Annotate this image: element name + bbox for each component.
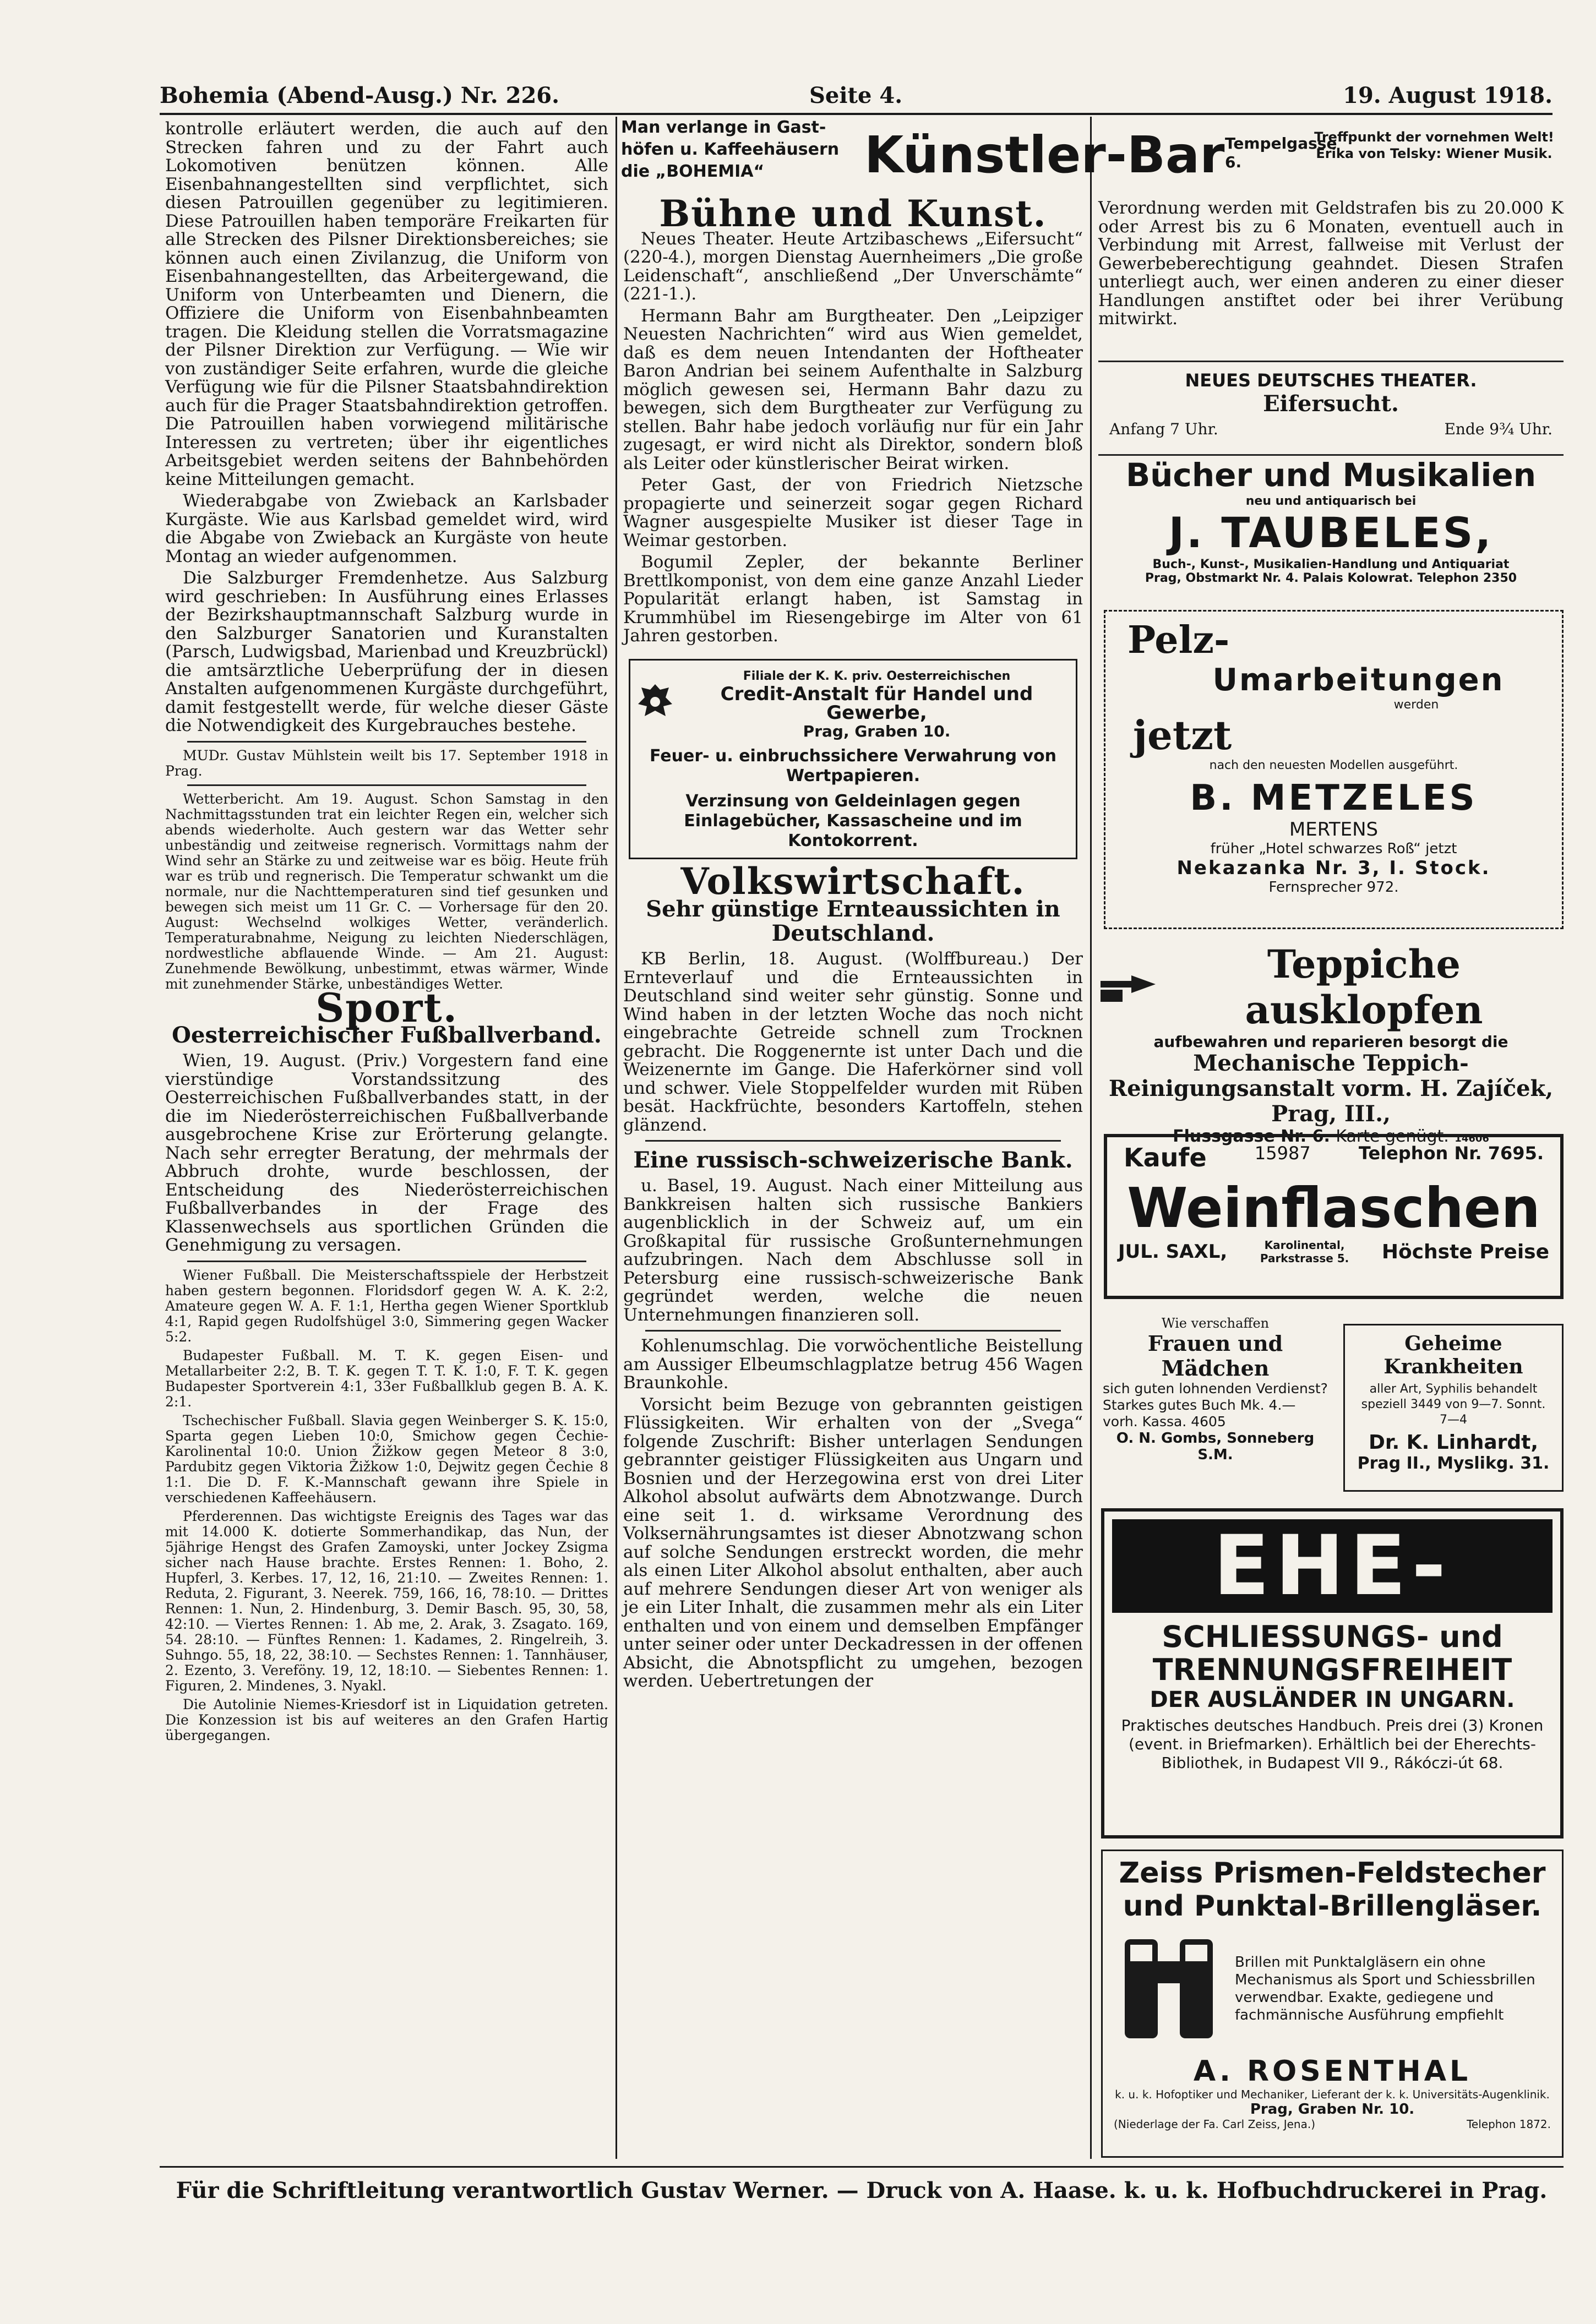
ehe-line-3: TRENNUNGSFREIHEIT [1152, 1652, 1512, 1687]
article-tschechischer-fussball: Tschechischer Fußball. Slavia gegen Weinberger S. K. 15:0, Sparta gegen Lieben 10:0, Smichow gegen Čechie-Karolinental 10:0. Union Žižkow gegen Meteor 8 3:0, Pardubitz gegen Viktoria Žižkow 1:0, Dejwitz gegen Čechie 8 1:1. Die D. F. K.-Mannschaft gewann ihre Spiele in verschiedenen Kaffeehäusern. [165, 1412, 608, 1505]
frauen-line-1: Wie verschaffen [1161, 1316, 1270, 1331]
section-title-volkswirtschaft: Volkswirtschaft. [680, 859, 1026, 903]
ad-frauen-maedchen [1098, 1316, 1332, 1492]
pelz-line-4: jetzt [1133, 712, 1232, 759]
pelz-line-6: B. METZELES [1190, 778, 1478, 819]
ehe-line-4: DER AUSLÄNDER IN UNGARN. [1150, 1687, 1515, 1712]
bank-ad-line-5: Verzinsung von Geldeinlagen gegen Einlagebücher, Kassascheine und im Kontokorrent. [684, 791, 1022, 850]
taubeles-line-3: J. TAUBELES, [1168, 508, 1494, 557]
krankheiten-line-4: Prag II., Myslikg. 31. [1357, 1454, 1550, 1473]
article-neues-theater: Neues Theater. Heute Artzibaschews „Eifersucht“ (220-4.), morgen Dienstag Auernheimers „Die große Leidenschaft“, anschließend „Der Unverschämte“ (221-1.). [623, 228, 1083, 304]
zeiss-line-7: (Niederlage der Fa. Carl Zeiss, Jena.) [1114, 2118, 1316, 2131]
ad-pelz-metzeles [1104, 610, 1564, 929]
zeiss-line-1: Zeiss Prismen-Feldstecher [1119, 1857, 1546, 1890]
taubeles-line-2: neu und antiquarisch bei [1245, 494, 1417, 508]
ad-neues-deutsches-theater [1098, 361, 1564, 449]
krankheiten-line-2: aller Art, Syphilis behandelt speziell 3449 von 9—7. Sonnt. 7—4 [1361, 1382, 1546, 1427]
zeiss-line-8: Telephon 1872. [1467, 2118, 1551, 2131]
article-hermann-bahr: Hermann Bahr am Burgtheater. Den „Leipziger Neuesten Nachrichten“ wird aus Wien gemeldet, daß es dem neuen Intendanten der Hoftheater Baron Andrian bei seinem Aufenthalte in Salzburg möglich gewesen sei, Hermann Bahr dazu zu bewegen, sich dem Burgtheater zur Verfügung zu stellen. Bahr habe jedoch vorläufig nur für ein Jahr zugesagt, er wird nicht als Direktor, sondern bloß als Leiter oder künstlerischer Beirat wirken. [623, 305, 1083, 473]
bank-ad-line-3: Prag, Graben 10. [803, 722, 951, 740]
zeiss-line-3: Brillen mit Punktalgläsern ein ohne Mechanismus als Sport und Schiessbrillen verwendbar. Exakte, gediegene und fachmännische Ausführung empfiehlt [1235, 1954, 1535, 2023]
krankheiten-line-1: Geheime Krankheiten [1383, 1332, 1523, 1378]
header-date: 19. August 1918. [1343, 83, 1553, 108]
krankheiten-line-3: Dr. K. Linhardt, [1368, 1431, 1539, 1454]
taubeles-line-1: Bücher und Musikalien [1125, 456, 1537, 494]
header-rule [160, 113, 1553, 115]
headline-fussballverband: Oesterreichischer Fußballverband. [172, 1022, 602, 1048]
bank-ad-line-2: Credit-Anstalt für Handel und Gewerbe, [720, 683, 1033, 724]
ad-weinflaschen [1104, 1134, 1564, 1299]
pelz-line-2: Umarbeitungen [1212, 662, 1505, 698]
teppiche-line-5: Karte genügt. [1336, 1127, 1449, 1146]
divider [187, 784, 586, 786]
article-bogumil-zepler: Bogumil Zepler, der bekannte Berliner Brettlkomponist, von dem eine ganze Anzahl Lieder Popularität erlangt haben, ist Samstag in Krummhübel im Riesengebirge im Alter von 61 Jahren gestorben. [623, 552, 1083, 646]
zeiss-line-2: und Punktal-Brillengläser. [1123, 1890, 1542, 1923]
kuenstler-bar-slogan: Treffpunkt der vornehmen Welt! Erika von Telsky: Wiener Musik. [1314, 129, 1554, 161]
header-page-number: Seite 4. [809, 83, 903, 108]
footer-rule [160, 2166, 1564, 2168]
theater-start: Anfang 7 Uhr. [1109, 420, 1218, 438]
binoculars-icon [1114, 1928, 1224, 2049]
article-kohlenumschlag: Kohlenumschlag. Die vorwöchentliche Beistellung am Aussiger Elbeumschlagplatze betrug 456 Wagen Braunkohle. [623, 1336, 1083, 1393]
ad-teppiche [1098, 941, 1564, 1146]
article-peter-gast: Peter Gast, der von Friedrich Nietzsche propagierte und seinerzeit sogar gegen Richard Wagner ausgespielte Musiker ist dieser Tage in Weimar gestorben. [623, 475, 1083, 550]
teppiche-line-1: Teppiche ausklopfen [1245, 941, 1483, 1033]
wein-line-6: Karolinental, Parkstrasse 5. [1260, 1239, 1349, 1265]
kuenstler-bar-address: Tempelgasse 6. [1225, 134, 1337, 171]
divider [645, 1330, 1061, 1332]
ehe-line-5: Praktisches deutsches Handbuch. Preis drei (3) Kronen (event. in Briefmarken). Erhältlich bei der Eherechts-Bibliothek, in Budapest VII 9., Rákóczi-út 68. [1121, 1716, 1544, 1772]
frauen-line-4: O. N. Gombs, Sonneberg S.M. [1116, 1430, 1315, 1463]
ehe-line-1: EHE- [1112, 1519, 1553, 1613]
kuenstler-bar-title: Künstler-Bar [864, 126, 1225, 184]
wein-line-7: Höchste Preise [1381, 1240, 1549, 1263]
pelz-line-9: Nekazanka Nr. 3, I. Stock. [1176, 857, 1491, 879]
article-wiener-fussball: Wiener Fußball. Die Meisterschaftsspiele der Herbstzeit haben gestern begonnen. Floridsdorf gegen W. A. K. 2:2, Amateure gegen W. A. F. 1:1, Hertha gegen Wiener Sportklub 4:1, Rapid gegen Rudolfshügel 3:0, Simmering gegen Wacker 5:2. [165, 1267, 608, 1345]
taubeles-line-5: Prag, Obstmarkt Nr. 4. Palais Kolowrat. [1145, 571, 1413, 585]
pelz-line-5: nach den neuesten Modellen ausgeführt. [1209, 759, 1458, 772]
teppiche-line-3: Mechanische Teppich-Reinigungsanstalt vorm. H. Zajíček, Prag, III., [1108, 1050, 1554, 1127]
ad-kuenstler-bar [864, 122, 1564, 193]
ehe-line-2: SCHLIESSUNGS- und [1162, 1619, 1503, 1654]
pelz-line-3: werden [1393, 698, 1439, 712]
ad-ehe-schliessung [1101, 1508, 1564, 1839]
taubeles-phone: Telephon 2350 [1417, 571, 1517, 585]
divider [187, 741, 586, 743]
ad-credit-anstalt [629, 659, 1077, 859]
column-3-text [1098, 199, 1564, 332]
column-1 [165, 120, 608, 2157]
headline-russisch-schweizerische-bank: Eine russisch-schweizerische Bank. [633, 1147, 1073, 1173]
page-header [160, 83, 1553, 110]
pelz-line-10: Fernsprecher 972. [1268, 879, 1399, 896]
frauen-line-2: Frauen und Mädchen [1147, 1331, 1283, 1381]
theater-end: Ende 9¾ Uhr. [1444, 420, 1553, 438]
theater-play: Eifersucht. [1263, 391, 1399, 417]
article-vorsicht-fluessigkeiten: Vorsicht beim Bezuge von gebrannten geistigen Flüssigkeiten. Wir erhalten von der „Svega“ folgende Zuschrift: Bisher unterlagen Sendungen gebrannter geistiger Flüssigkeiten aus Ungarn und Bosnien und der Herzegowina erst von drei Liter Alkohol absolut aufwärts dem Abnotzwange. Durch eine seit 1. d. wirksame Verordnung des Volksernährungsamtes ist dieser Abnotzwang schon auf solche Sendungen erstreckt worden, die mehr als einen Liter Alkohol absolut enthalten, aber auch auf mehrere Sendungen dieser Art von weniger als je ein Liter Inhalt, die zusammen mehr als ein Liter enthalten und von einem und demselben Empfänger unter seiner oder unter Deckadressen in der offenen Absicht, die Abnotspflicht zu umgehen, bezogen werden. Uebertretungen der [623, 1394, 1083, 1691]
zeiss-line-5: k. u. k. Hofoptiker und Mechaniker, Lieferant der k. k. Universitäts-Augenklinik. [1115, 2088, 1550, 2101]
ad-geheime-krankheiten [1343, 1324, 1564, 1492]
teppiche-line-4: Flussgasse Nr. 6. [1173, 1127, 1330, 1146]
article-pferderennen: Pferderennen. Das wichtigste Ereignis des Tages war das mit 14.000 K. dotierte Sommerhandikap, das Nun, der 5jährige Hengst des Grafen Zamoyski, unter Jockey Zsigma sicher nach Hause brachte. Erstes Rennen: 1. Boho, 2. Hupferl, 3. Kerbes. 17, 12, 16, 21:10. — Zweites Rennen: 1. Reduta, 2. Figurant, 3. Neerek. 759, 166, 16, 78:10. — Drittes Rennen: 1. Nun, 2. Hindenburg, 3. Demir Basch. 95, 30, 58, 42:10. — Viertes Rennen: 1. Ab me, 2. Arak, 3. Zsagato. 169, 54. 28:10. — Fünftes Rennen: 1. Kadames, 2. Ringelreih, 3. Suhngo. 55, 18, 22, 38:10. — Sechstes Rennen: 1. Tannhäuser, 2. Ezento, 3. Vereföny. 19, 12, 18:10. — Siebentes Rennen: 1. Figuren, 2. Mindenes, 3. Nyakl. [165, 1508, 608, 1694]
wein-line-4: Weinflaschen [1127, 1176, 1540, 1240]
header-issue: Bohemia (Abend-Ausg.) Nr. 226. [160, 83, 560, 108]
bank-ad-line-4: Feuer- u. einbruchssichere Verwahrung von Wertpapieren. [649, 746, 1057, 785]
wein-line-2: 15987 [1254, 1143, 1311, 1164]
headline-ernteaussichten: Sehr günstige Ernteaussichten in Deutschland. [646, 896, 1060, 946]
divider [187, 1261, 586, 1262]
taubeles-line-4: Buch-, Kunst-, Musikalien-Handlung und Antiquariat [1152, 558, 1510, 571]
theater-title: NEUES DEUTSCHES THEATER. [1185, 370, 1477, 391]
teppiche-line-6: 14606 [1455, 1133, 1489, 1144]
article-zwieback: Wiederabgabe von Zwieback an Karlsbader Kurgäste. Wie aus Karlsbad gemeldet wird, wird die Abgabe von Zwieback an Kurgäste von heute Montag an wieder aufgenommen. [165, 491, 608, 566]
article-autolinie: Die Autolinie Niemes-Kriesdorf ist in Liquidation getreten. Die Konzession ist bis auf weiteres an den Grafen Hartig übergegangen. [165, 1696, 608, 1743]
ad-bohemia-notice: Man verlange in Gast-höfen u. Kaffeehäusern die „BOHEMIA“ [621, 118, 840, 181]
section-title-sport: Sport. [315, 984, 458, 1031]
column-2 [623, 192, 1083, 2158]
zeiss-line-4: A. ROSENTHAL [1193, 2055, 1472, 2088]
section-title-buehne: Bühne und Kunst. [659, 192, 1047, 235]
article-fussballverband: Wien, 19. August. (Priv.) Vorgestern fand eine vierstündige Vorstandssitzung des Oesterreichischen Fußballverbandes statt, in der die im Niederösterreichischen Fußballverbande ausgebrochene Krise zur Erörterung gelangte. Nach sehr erregter Beratung, der mehrmals der Abbruch drohte, wurde beschlossen, der Entscheidung des Niederösterreichischen Fußballverbandes in der Frage des Klassenwechsels aus sportlichen Gründen die Genehmigung zu versagen. [165, 1051, 608, 1255]
zeiss-line-6: Prag, Graben Nr. 10. [1250, 2101, 1415, 2118]
article-patrols: kontrolle erläutert werden, die auch auf den Strecken fahren und zu der Fahrt auch Lokomotiven benützen können. Alle Eisenbahnangestellten sind verpflichtet, sich diesen Patrouillen gegenüber zu legitimieren. Diese Patrouillen haben temporäre Freikarten für alle Strecken des Pilsner Direktionsbereiches; sie können auch einen Zivilanzug, die Uniform von Eisenbahnangestellten, das Arbeitergewand, die Uniform von Unterbeamten und Dienern, die Offiziere die Uniform von Eisenbahnbeamten tragen. Die Kleidung stellen die Vorratsmagazine der Pilsner Direktion zur Verfügung. — Wie wir von zuständiger Seite erfahren, wurde die gleiche Verfügung wie für die Pilsner Staatsbahndirektion auch für die Prager Staatsbahndirektion getroffen. Die Patrouillen haben vorwiegend militärische Interessen zu vertreten; über ihr eigentliches Arbeitsgebiet werden seitens der Bahnbehörden keine Mitteilungen gemacht. [165, 119, 608, 489]
wein-line-1: Kaufe [1124, 1143, 1207, 1172]
weather-report: Wetterbericht. Am 19. August. Schon Samstag in den Nachmittagsstunden trat ein leichter Regen ein, welcher sich abends wiederholte. Auch gestern war das Wetter sehr unbeständig und zeitweise regnerisch. Vormittags nahm der Wind sehr an Stärke zu und zeitweise war es böig. Heute früh war es trüb und regnerisch. Die Temperatur schwankt um die normale, nur die Nachttemperaturen sind tief gesunken und bewegen sich meist um 11 Gr. C. — Vorhersage für den 20. August: Wechselnd wolkiges Wetter, veränderlich. Temperaturabnahme, Neigung zu leichten Niederschlägen, nordwestliche abflauende Winde. — Am 21. August: Zunehmende Bewölkung, unbestimmt, etwas wärmer, Winde mit zunehmender Stärke, unbeständiges Wetter. [165, 790, 608, 992]
article-verordnung-strafen: Verordnung werden mit Geldstrafen bis zu 20.000 K oder Arrest bis zu 6 Monaten, eventuell auch in Verbindung mit Arrest, fallweise mit Verlust der Gewerbeberechtigung geahndet. Diesen Strafen unterliegt auch, wer einen anderen zu einer dieser Handlungen anstiftet oder bei ihrer Verübung mitwirkt. [1098, 198, 1564, 329]
article-salzburg: Die Salzburger Fremdenhetze. Aus Salzburg wird geschrieben: In Ausführung eines Erlasses der Bezirkshauptmannschaft Salzburg wurde in den Salzburger Sanatorien und Kuranstalten (Parsch, Ludwigsbad, Marienbad und Kreuzbrückl) die amtsärztliche Ueberprüfung der in diesen Anstalten aufgenommenen Kurgäste durchgeführt, damit festgestellt werde, für welche dieser Gäste die Notwendigkeit des Kurgebrauches bestehe. [165, 568, 608, 735]
notice-muehlstein: MUDr. Gustav Mühlstein weilt bis 17. September 1918 in Prag. [165, 747, 608, 779]
article-budapester-fussball: Budapester Fußball. M. T. K. gegen Eisen- und Metallarbeiter 2:2, B. T. K. gegen T. T. K. 1:0, F. T. K. gegen Budapester Sportverein 4:1, 33er Fußballklub gegen B. A. K. 2:1. [165, 1347, 608, 1410]
column-divider-1 [615, 117, 617, 2159]
pointing-hand-icon [1098, 968, 1159, 1006]
pelz-line-8: früher „Hotel schwarzes Roß“ jetzt [1210, 841, 1457, 857]
ad-taubeles [1098, 454, 1564, 603]
pelz-line-1: Pelz- [1127, 618, 1230, 662]
wein-line-5: JUL. SAXL, [1118, 1241, 1228, 1263]
ad-zeiss-rosenthal [1101, 1850, 1564, 2158]
bank-ad-line-1: Filiale der K. K. priv. Oesterreichischen [743, 669, 1011, 683]
teppiche-line-2: aufbewahren und reparieren besorgt die [1153, 1033, 1508, 1051]
page-footer: Für die Schriftleitung verantwortlich Gustav Werner. — Druck von A. Haase. k. u. k. Hofbuchdruckerei in Prag. [176, 2178, 1548, 2203]
article-russisch-schweizerische-bank: u. Basel, 19. August. Nach einer Mitteilung aus Bankkreisen halten sich russische Bankiers augenblicklich in der Schweiz auf, um ein Großkapital für russische Großunternehmungen aufzubringen. Nach dem Abschlusse soll in Petersburg eine russisch-schweizerische Bank gegründet werden, welche die neuen Unternehmungen finanzieren soll. [623, 1176, 1083, 1325]
column-divider-2 [1090, 117, 1092, 2159]
wein-line-3: Telephon Nr. 7695. [1358, 1143, 1544, 1164]
frauen-line-3: sich guten lohnenden Verdienst? Starkes gutes Buch Mk. 4.— vorh. Kassa. 4605 [1103, 1381, 1328, 1430]
divider [645, 1140, 1061, 1142]
pelz-line-7: MERTENS [1289, 819, 1379, 841]
eagle-crest-icon [636, 682, 674, 726]
article-ernteaussichten: KB Berlin, 18. August. (Wolffbureau.) Der Ernteverlauf und die Ernteaussichten in Deutschland sind weiter sehr günstig. Sonne und Wind haben in der letzten Woche das noch nicht eingebrachte Getreide schnell zum Trocknen gebracht. Die Roggenernte ist unter Dach und die Weizenernte im Gange. Die Haferkörner sind voll und schwer. Viele Stoppelfelder wurden mit Rüben besät. Hackfrüchte, besonders Kartoffeln, stehen glänzend. [623, 949, 1083, 1135]
